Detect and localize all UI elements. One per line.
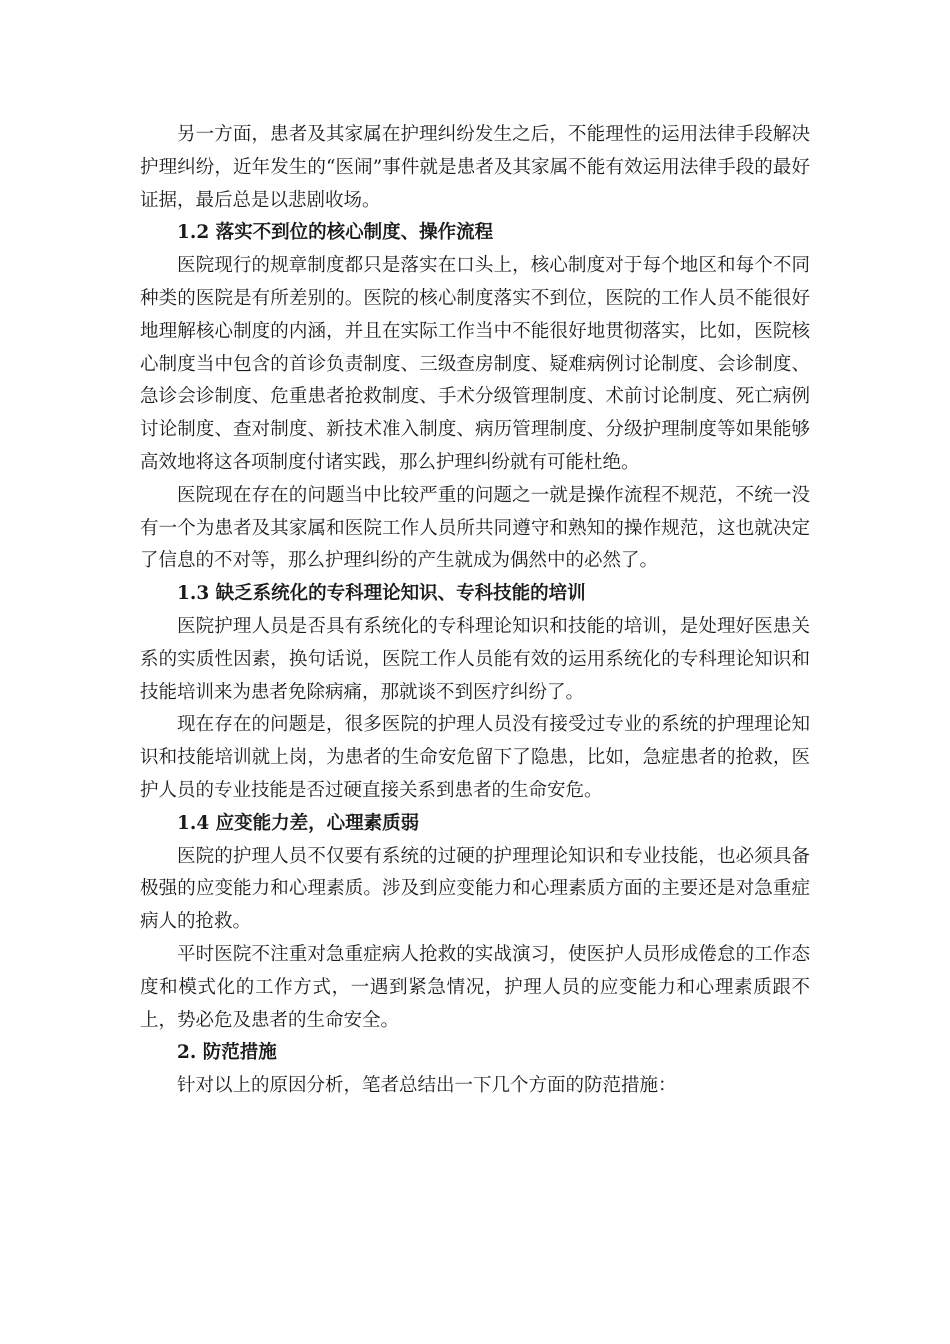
section-heading: 2. 防范措施 [177, 1042, 277, 1064]
paragraph: 医院护理人员是否具有系统化的专科理论知识和技能的培训，是处理好医患关系的实质性因素，换句话说，医院工作人员能有效的运用系统化的专科理论知识和技能培训来为患者免除病痛，那就谈不到医疗纠纷了。 [140, 615, 810, 703]
paragraph: 医院的护理人员不仅要有系统的过硬的护理理论知识和专业技能，也必须具备极强的应变能力和心理素质。涉及到应变能力和心理素质方面的主要还是对急重症病人的抢救。 [140, 845, 810, 933]
section-heading: 1.4 应变能力差，心理素质弱 [177, 812, 420, 834]
section-heading: 1.3 缺乏系统化的专科理论知识、专科技能的培训 [177, 583, 586, 605]
paragraph: 针对以上的原因分析，笔者总结出一下几个方面的防范措施： [177, 1075, 677, 1097]
paragraph: 医院现行的规章制度都只是落实在口头上，核心制度对于每个地区和每个不同种类的医院是有所差别的。医院的核心制度落实不到位，医院的工作人员不能很好地理解核心制度的内涵，并且在实际工作当中不能很好地贯彻落实，比如，医院核心制度当中包含的首诊负责制度、三级查房制度、疑难病例讨论制度、会诊制度、急诊会诊制度、危重患者抢救制度、手术分级管理制度、术前讨论制度、死亡病例讨论制度、查对制度、新技术准入制度、病历管理制度、分级护理制度等如果能够高效地将这各项制度付诸实践，那么护理纠纷就有可能杜绝。 [140, 255, 810, 473]
paragraph: 另一方面，患者及其家属在护理纠纷发生之后，不能理性的运用法律手段解决护理纠纷，近年发生的“医闹”事件就是患者及其家属不能有效运用法律手段的最好证据，最后总是以悲剧收场。 [140, 124, 810, 211]
document-page [140, 119, 810, 1103]
section-heading: 1.2 落实不到位的核心制度、操作流程 [177, 222, 494, 244]
paragraph: 现在存在的问题是，很多医院的护理人员没有接受过专业的系统的护理理论知识和技能培训就上岗，为患者的生命安危留下了隐患，比如，急症患者的抢救，医护人员的专业技能是否过硬直接关系到患者的生命安危。 [140, 714, 810, 801]
paragraph: 平时医院不注重对急重症病人抢救的实战演习，使医护人员形成倦怠的工作态度和模式化的工作方式，一遇到紧急情况，护理人员的应变能力和心理素质跟不上，势必危及患者的生命安全。 [140, 943, 810, 1031]
paragraph: 医院现在存在的问题当中比较严重的问题之一就是操作流程不规范，不统一没有一个为患者及其家属和医院工作人员所共同遵守和熟知的操作规范，这也就决定了信息的不对等，那么护理纠纷的产生就成为偶然中的必然了。 [140, 484, 810, 572]
